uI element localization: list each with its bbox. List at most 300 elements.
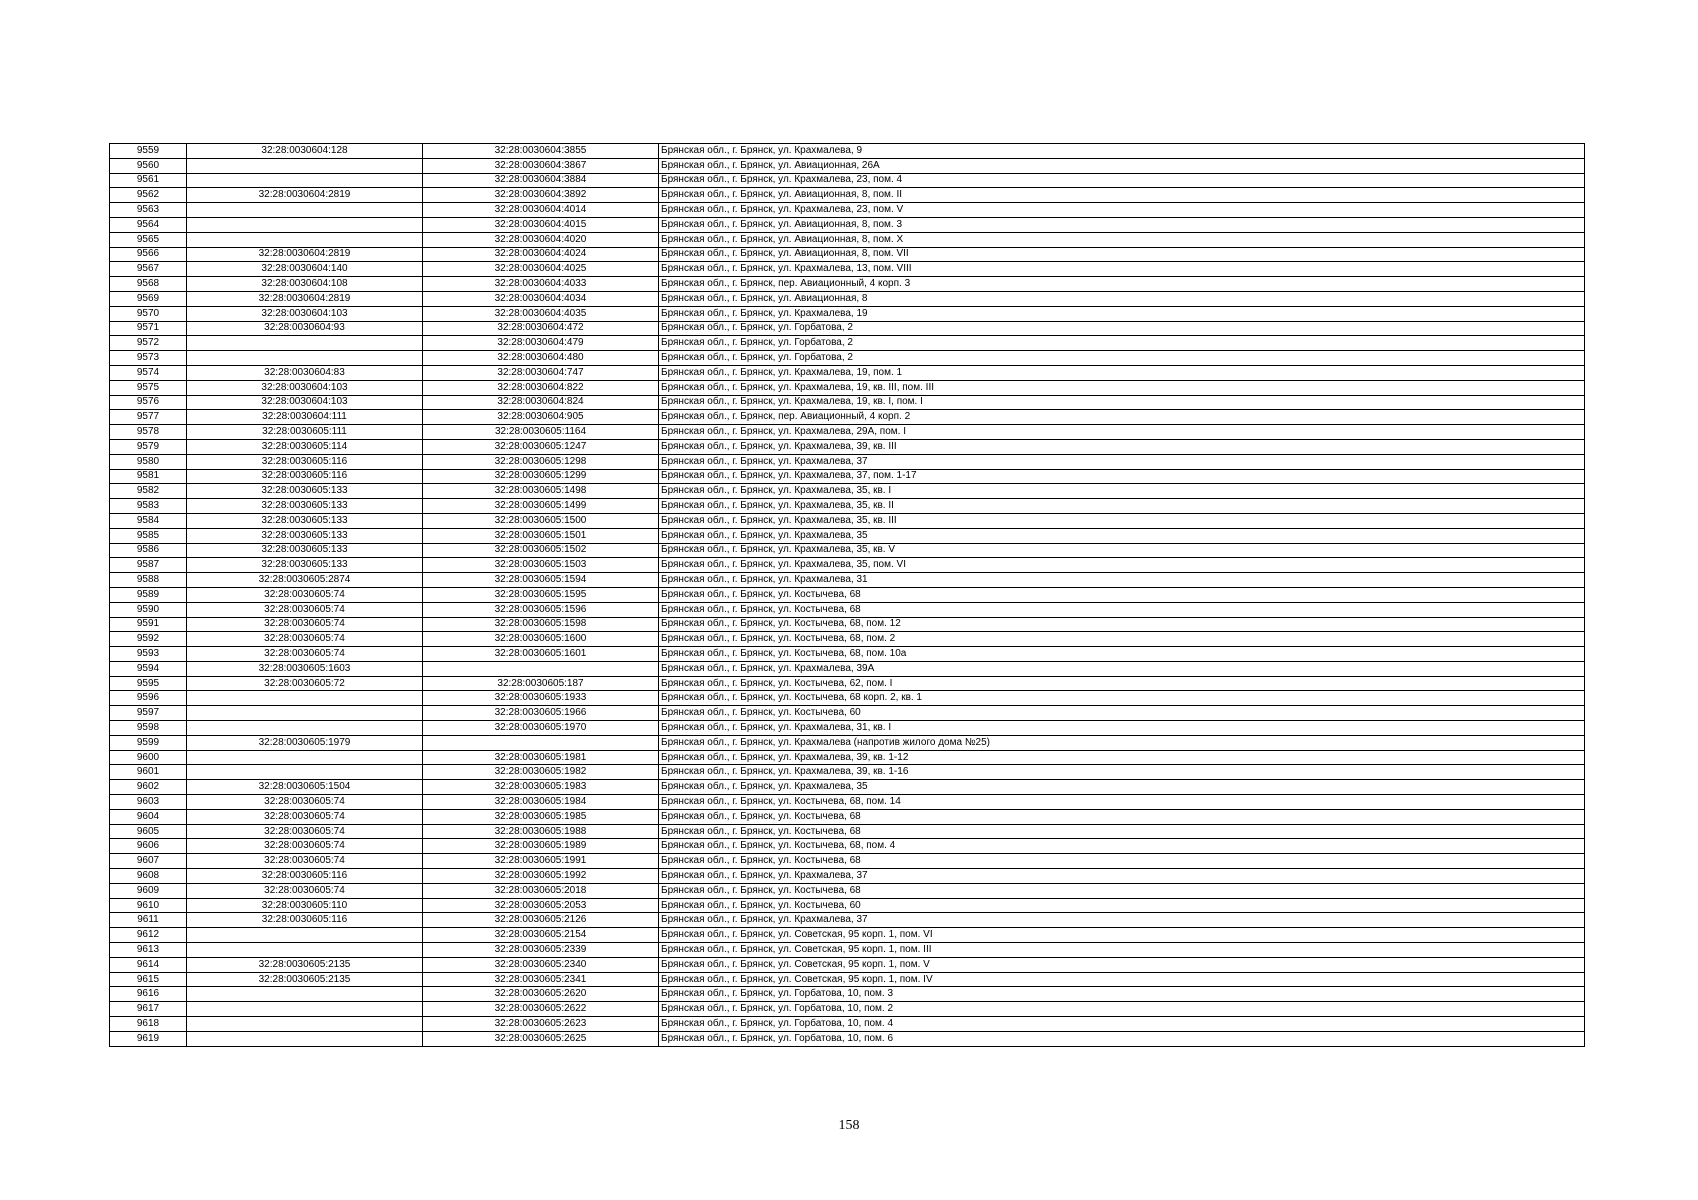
registry-table (109, 143, 1585, 1047)
table-row (110, 957, 1585, 972)
table-row (110, 824, 1585, 839)
cadastral-number-cell: 32:28:0030605:1600 (423, 632, 659, 647)
parent-cadastral-cell: 32:28:0030604:108 (187, 277, 423, 292)
table-row (110, 617, 1585, 632)
table-row (110, 217, 1585, 232)
cadastral-number-cell: 32:28:0030605:1500 (423, 513, 659, 528)
table-row (110, 632, 1585, 647)
address-cell: Брянская обл., г. Брянск, ул. Крахмалева, 9 (659, 144, 1585, 159)
table-row (110, 573, 1585, 588)
parent-cadastral-cell: 32:28:0030605:74 (187, 587, 423, 602)
cadastral-number-cell: 32:28:0030604:4034 (423, 291, 659, 306)
cadastral-number-cell: 32:28:0030605:1601 (423, 647, 659, 662)
cadastral-number-cell: 32:28:0030605:1501 (423, 528, 659, 543)
page-number: 158 (838, 1118, 860, 1133)
cadastral-number-cell: 32:28:0030605:1989 (423, 839, 659, 854)
cadastral-number-cell: 32:28:0030605:1983 (423, 780, 659, 795)
parent-cadastral-cell: 32:28:0030605:111 (187, 425, 423, 440)
address-cell: Брянская обл., г. Брянск, ул. Советская, 95 корп. 1, пом. V (659, 957, 1585, 972)
cadastral-number-cell: 32:28:0030604:4014 (423, 203, 659, 218)
parent-cadastral-cell (187, 232, 423, 247)
parent-cadastral-cell: 32:28:0030604:103 (187, 380, 423, 395)
cadastral-number-cell: 32:28:0030604:4033 (423, 277, 659, 292)
table-row (110, 395, 1585, 410)
cadastral-number-cell: 32:28:0030605:2620 (423, 987, 659, 1002)
cadastral-number-cell: 32:28:0030605:2018 (423, 883, 659, 898)
parent-cadastral-cell: 32:28:0030604:103 (187, 306, 423, 321)
address-cell: Брянская обл., г. Брянск, ул. Авиационная, 8, пом. 3 (659, 217, 1585, 232)
parent-cadastral-cell (187, 203, 423, 218)
parent-cadastral-cell: 32:28:0030604:2819 (187, 247, 423, 262)
cadastral-number-cell: 32:28:0030605:1992 (423, 869, 659, 884)
cadastral-number-cell: 32:28:0030604:3892 (423, 188, 659, 203)
table-row (110, 262, 1585, 277)
address-cell: Брянская обл., г. Брянск, ул. Горбатова, 10, пом. 4 (659, 1017, 1585, 1032)
table-row (110, 291, 1585, 306)
table-row (110, 913, 1585, 928)
table-row (110, 898, 1585, 913)
table-row (110, 943, 1585, 958)
parent-cadastral-cell (187, 351, 423, 366)
cadastral-number-cell: 32:28:0030605:2625 (423, 1031, 659, 1046)
table-row (110, 380, 1585, 395)
address-cell: Брянская обл., г. Брянск, пер. Авиационный, 4 корп. 3 (659, 277, 1585, 292)
parent-cadastral-cell: 32:28:0030605:1504 (187, 780, 423, 795)
cadastral-number-cell: 32:28:0030604:3884 (423, 173, 659, 188)
cadastral-number-cell: 32:28:0030605:2126 (423, 913, 659, 928)
parent-cadastral-cell (187, 158, 423, 173)
cadastral-number-cell: 32:28:0030605:2622 (423, 1002, 659, 1017)
parent-cadastral-cell: 32:28:0030604:2819 (187, 188, 423, 203)
address-cell: Брянская обл., г. Брянск, ул. Крахмалева, 39, кв. 1-12 (659, 750, 1585, 765)
address-cell: Брянская обл., г. Брянск, ул. Крахмалева, 35, кв. I (659, 484, 1585, 499)
address-cell: Брянская обл., г. Брянск, ул. Авиационная, 8, пом. X (659, 232, 1585, 247)
address-cell: Брянская обл., г. Брянск, ул. Костычева, 68 (659, 809, 1585, 824)
parent-cadastral-cell: 32:28:0030605:74 (187, 809, 423, 824)
table-row (110, 499, 1585, 514)
row-number-cell: 9565 (110, 232, 187, 247)
cadastral-number-cell: 32:28:0030604:3855 (423, 144, 659, 159)
row-number-cell: 9564 (110, 217, 187, 232)
parent-cadastral-cell: 32:28:0030605:74 (187, 602, 423, 617)
address-cell: Брянская обл., г. Брянск, ул. Крахмалева, 35, пом. VI (659, 558, 1585, 573)
cadastral-number-cell: 32:28:0030605:1594 (423, 573, 659, 588)
address-cell: Брянская обл., г. Брянск, ул. Авиационная, 8 (659, 291, 1585, 306)
cadastral-number-cell: 32:28:0030605:1595 (423, 587, 659, 602)
cadastral-number-cell: 32:28:0030604:905 (423, 410, 659, 425)
parent-cadastral-cell: 32:28:0030605:116 (187, 454, 423, 469)
row-number-cell: 9568 (110, 277, 187, 292)
cadastral-number-cell: 32:28:0030605:1970 (423, 721, 659, 736)
address-cell: Брянская обл., г. Брянск, ул. Горбатова, 2 (659, 336, 1585, 351)
cadastral-number-cell: 32:28:0030605:1982 (423, 765, 659, 780)
cadastral-number-cell: 32:28:0030605:2341 (423, 972, 659, 987)
parent-cadastral-cell (187, 765, 423, 780)
row-number-cell: 9592 (110, 632, 187, 647)
row-number-cell: 9606 (110, 839, 187, 854)
parent-cadastral-cell: 32:28:0030605:2135 (187, 972, 423, 987)
cadastral-number-cell: 32:28:0030604:472 (423, 321, 659, 336)
cadastral-number-cell: 32:28:0030604:822 (423, 380, 659, 395)
parent-cadastral-cell: 32:28:0030605:74 (187, 647, 423, 662)
row-number-cell: 9604 (110, 809, 187, 824)
parent-cadastral-cell: 32:28:0030605:110 (187, 898, 423, 913)
parent-cadastral-cell: 32:28:0030605:133 (187, 528, 423, 543)
cadastral-number-cell: 32:28:0030605:1985 (423, 809, 659, 824)
parent-cadastral-cell (187, 1017, 423, 1032)
address-cell: Брянская обл., г. Брянск, ул. Горбатова, 10, пом. 6 (659, 1031, 1585, 1046)
row-number-cell: 9611 (110, 913, 187, 928)
row-number-cell: 9608 (110, 869, 187, 884)
table-row (110, 543, 1585, 558)
parent-cadastral-cell: 32:28:0030605:74 (187, 795, 423, 810)
parent-cadastral-cell: 32:28:0030604:103 (187, 395, 423, 410)
row-number-cell: 9567 (110, 262, 187, 277)
cadastral-number-cell: 32:28:0030604:4035 (423, 306, 659, 321)
cadastral-number-cell: 32:28:0030604:3867 (423, 158, 659, 173)
table-row (110, 158, 1585, 173)
address-cell: Брянская обл., г. Брянск, ул. Крахмалева, 23, пом. V (659, 203, 1585, 218)
table-row (110, 854, 1585, 869)
table-row (110, 1017, 1585, 1032)
address-cell: Брянская обл., г. Брянск, ул. Костычева, 68 (659, 883, 1585, 898)
cadastral-number-cell: 32:28:0030604:747 (423, 365, 659, 380)
cadastral-number-cell: 32:28:0030605:1502 (423, 543, 659, 558)
row-number-cell: 9566 (110, 247, 187, 262)
parent-cadastral-cell (187, 987, 423, 1002)
row-number-cell: 9595 (110, 676, 187, 691)
address-cell: Брянская обл., г. Брянск, ул. Крахмалева, 35, кв. V (659, 543, 1585, 558)
address-cell: Брянская обл., г. Брянск, ул. Крахмалева, 19, кв. I, пом. I (659, 395, 1585, 410)
address-cell: Брянская обл., г. Брянск, ул. Костычева, 60 (659, 706, 1585, 721)
table-row (110, 203, 1585, 218)
address-cell: Брянская обл., г. Брянск, ул. Костычева, 68 (659, 602, 1585, 617)
row-number-cell: 9582 (110, 484, 187, 499)
row-number-cell: 9577 (110, 410, 187, 425)
cadastral-number-cell: 32:28:0030604:480 (423, 351, 659, 366)
address-cell: Брянская обл., г. Брянск, ул. Костычева, 68 (659, 824, 1585, 839)
cadastral-number-cell: 32:28:0030605:1247 (423, 439, 659, 454)
row-number-cell: 9581 (110, 469, 187, 484)
table-row (110, 721, 1585, 736)
cadastral-number-cell: 32:28:0030605:2053 (423, 898, 659, 913)
address-cell: Брянская обл., г. Брянск, ул. Костычева, 68, пом. 14 (659, 795, 1585, 810)
table-row (110, 336, 1585, 351)
table-row (110, 558, 1585, 573)
row-number-cell: 9587 (110, 558, 187, 573)
row-number-cell: 9598 (110, 721, 187, 736)
parent-cadastral-cell (187, 336, 423, 351)
parent-cadastral-cell: 32:28:0030605:74 (187, 883, 423, 898)
parent-cadastral-cell: 32:28:0030605:133 (187, 484, 423, 499)
table-row (110, 809, 1585, 824)
row-number-cell: 9615 (110, 972, 187, 987)
address-cell: Брянская обл., г. Брянск, ул. Горбатова, 2 (659, 351, 1585, 366)
row-number-cell: 9609 (110, 883, 187, 898)
parent-cadastral-cell: 32:28:0030605:116 (187, 913, 423, 928)
table-row (110, 439, 1585, 454)
address-cell: Брянская обл., г. Брянск, ул. Крахмалева, 31, кв. I (659, 721, 1585, 736)
parent-cadastral-cell: 32:28:0030605:133 (187, 543, 423, 558)
row-number-cell: 9561 (110, 173, 187, 188)
row-number-cell: 9570 (110, 306, 187, 321)
table-row (110, 232, 1585, 247)
parent-cadastral-cell: 32:28:0030605:1979 (187, 735, 423, 750)
cadastral-number-cell: 32:28:0030605:1966 (423, 706, 659, 721)
parent-cadastral-cell (187, 1002, 423, 1017)
row-number-cell: 9576 (110, 395, 187, 410)
table-row (110, 676, 1585, 691)
parent-cadastral-cell: 32:28:0030605:116 (187, 469, 423, 484)
address-cell: Брянская обл., г. Брянск, ул. Костычева, 68 (659, 854, 1585, 869)
cadastral-number-cell (423, 735, 659, 750)
address-cell: Брянская обл., г. Брянск, ул. Крахмалева, 35, кв. III (659, 513, 1585, 528)
address-cell: Брянская обл., г. Брянск, ул. Крахмалева (напротив жилого дома №25) (659, 735, 1585, 750)
address-cell: Брянская обл., г. Брянск, ул. Крахмалева, 37 (659, 869, 1585, 884)
cadastral-number-cell (423, 661, 659, 676)
row-number-cell: 9585 (110, 528, 187, 543)
cadastral-number-cell: 32:28:0030605:187 (423, 676, 659, 691)
address-cell: Брянская обл., г. Брянск, ул. Крахмалева, 23, пом. 4 (659, 173, 1585, 188)
row-number-cell: 9563 (110, 203, 187, 218)
parent-cadastral-cell: 32:28:0030604:2819 (187, 291, 423, 306)
parent-cadastral-cell: 32:28:0030605:133 (187, 499, 423, 514)
address-cell: Брянская обл., г. Брянск, ул. Костычева, 68, пом. 10а (659, 647, 1585, 662)
table-row (110, 883, 1585, 898)
parent-cadastral-cell: 32:28:0030605:1603 (187, 661, 423, 676)
table-row (110, 410, 1585, 425)
cadastral-number-cell: 32:28:0030605:2339 (423, 943, 659, 958)
table-row (110, 277, 1585, 292)
table-row (110, 321, 1585, 336)
parent-cadastral-cell: 32:28:0030605:74 (187, 839, 423, 854)
row-number-cell: 9571 (110, 321, 187, 336)
address-cell: Брянская обл., г. Брянск, ул. Авиационная, 8, пом. VII (659, 247, 1585, 262)
table-row (110, 661, 1585, 676)
row-number-cell: 9584 (110, 513, 187, 528)
parent-cadastral-cell: 32:28:0030605:116 (187, 869, 423, 884)
address-cell: Брянская обл., г. Брянск, пер. Авиационный, 4 корп. 2 (659, 410, 1585, 425)
parent-cadastral-cell: 32:28:0030604:128 (187, 144, 423, 159)
table-row (110, 351, 1585, 366)
table-row (110, 765, 1585, 780)
row-number-cell: 9574 (110, 365, 187, 380)
row-number-cell: 9559 (110, 144, 187, 159)
table-row (110, 972, 1585, 987)
cadastral-number-cell: 32:28:0030605:1988 (423, 824, 659, 839)
row-number-cell: 9594 (110, 661, 187, 676)
table-row (110, 513, 1585, 528)
cadastral-number-cell: 32:28:0030604:4015 (423, 217, 659, 232)
address-cell: Брянская обл., г. Брянск, ул. Крахмалева, 39, кв. III (659, 439, 1585, 454)
address-cell: Брянская обл., г. Брянск, ул. Крахмалева, 35, кв. II (659, 499, 1585, 514)
table-row (110, 188, 1585, 203)
table-row (110, 528, 1585, 543)
table-row (110, 1002, 1585, 1017)
table-row (110, 691, 1585, 706)
table-row (110, 144, 1585, 159)
row-number-cell: 9619 (110, 1031, 187, 1046)
row-number-cell: 9560 (110, 158, 187, 173)
row-number-cell: 9610 (110, 898, 187, 913)
cadastral-number-cell: 32:28:0030605:1298 (423, 454, 659, 469)
address-cell: Брянская обл., г. Брянск, ул. Советская, 95 корп. 1, пом. III (659, 943, 1585, 958)
row-number-cell: 9600 (110, 750, 187, 765)
row-number-cell: 9579 (110, 439, 187, 454)
address-cell: Брянская обл., г. Брянск, ул. Авиационная, 26А (659, 158, 1585, 173)
parent-cadastral-cell (187, 217, 423, 232)
table-row (110, 735, 1585, 750)
address-cell: Брянская обл., г. Брянск, ул. Советская, 95 корп. 1, пом. IV (659, 972, 1585, 987)
address-cell: Брянская обл., г. Брянск, ул. Авиационная, 8, пом. II (659, 188, 1585, 203)
address-cell: Брянская обл., г. Брянск, ул. Крахмалева, 31 (659, 573, 1585, 588)
table-row (110, 306, 1585, 321)
parent-cadastral-cell: 32:28:0030605:74 (187, 854, 423, 869)
row-number-cell: 9588 (110, 573, 187, 588)
row-number-cell: 9617 (110, 1002, 187, 1017)
parent-cadastral-cell: 32:28:0030605:74 (187, 824, 423, 839)
row-number-cell: 9607 (110, 854, 187, 869)
parent-cadastral-cell: 32:28:0030604:93 (187, 321, 423, 336)
table-row (110, 987, 1585, 1002)
address-cell: Брянская обл., г. Брянск, ул. Крахмалева, 35 (659, 780, 1585, 795)
row-number-cell: 9605 (110, 824, 187, 839)
cadastral-number-cell: 32:28:0030605:1164 (423, 425, 659, 440)
cadastral-number-cell: 32:28:0030605:1598 (423, 617, 659, 632)
address-cell: Брянская обл., г. Брянск, ул. Крахмалева, 35 (659, 528, 1585, 543)
address-cell: Брянская обл., г. Брянск, ул. Костычева, 68 (659, 587, 1585, 602)
table-row (110, 425, 1585, 440)
address-cell: Брянская обл., г. Брянск, ул. Костычева, 68 корп. 2, кв. 1 (659, 691, 1585, 706)
cadastral-number-cell: 32:28:0030604:4025 (423, 262, 659, 277)
row-number-cell: 9562 (110, 188, 187, 203)
cadastral-number-cell: 32:28:0030604:824 (423, 395, 659, 410)
row-number-cell: 9580 (110, 454, 187, 469)
cadastral-number-cell: 32:28:0030605:1991 (423, 854, 659, 869)
row-number-cell: 9593 (110, 647, 187, 662)
cadastral-number-cell: 32:28:0030605:1981 (423, 750, 659, 765)
parent-cadastral-cell: 32:28:0030604:140 (187, 262, 423, 277)
table-row (110, 247, 1585, 262)
parent-cadastral-cell (187, 706, 423, 721)
table-row (110, 647, 1585, 662)
address-cell: Брянская обл., г. Брянск, ул. Крахмалева, 39, кв. 1-16 (659, 765, 1585, 780)
parent-cadastral-cell (187, 1031, 423, 1046)
cadastral-number-cell: 32:28:0030605:1499 (423, 499, 659, 514)
address-cell: Брянская обл., г. Брянск, ул. Крахмалева, 19, кв. III, пом. III (659, 380, 1585, 395)
address-cell: Брянская обл., г. Брянск, ул. Крахмалева, 37 (659, 454, 1585, 469)
row-number-cell: 9603 (110, 795, 187, 810)
table-row (110, 750, 1585, 765)
parent-cadastral-cell (187, 691, 423, 706)
parent-cadastral-cell (187, 943, 423, 958)
row-number-cell: 9575 (110, 380, 187, 395)
cadastral-number-cell: 32:28:0030605:1299 (423, 469, 659, 484)
parent-cadastral-cell (187, 721, 423, 736)
table-row (110, 469, 1585, 484)
row-number-cell: 9573 (110, 351, 187, 366)
address-cell: Брянская обл., г. Брянск, ул. Костычева, 60 (659, 898, 1585, 913)
row-number-cell: 9586 (110, 543, 187, 558)
row-number-cell: 9602 (110, 780, 187, 795)
address-cell: Брянская обл., г. Брянск, ул. Крахмалева, 19, пом. 1 (659, 365, 1585, 380)
row-number-cell: 9616 (110, 987, 187, 1002)
address-cell: Брянская обл., г. Брянск, ул. Костычева, 68, пом. 12 (659, 617, 1585, 632)
table-row (110, 1031, 1585, 1046)
row-number-cell: 9613 (110, 943, 187, 958)
cadastral-number-cell: 32:28:0030605:1596 (423, 602, 659, 617)
table-row (110, 928, 1585, 943)
cadastral-number-cell: 32:28:0030605:1503 (423, 558, 659, 573)
row-number-cell: 9590 (110, 602, 187, 617)
table-row (110, 484, 1585, 499)
parent-cadastral-cell: 32:28:0030605:74 (187, 617, 423, 632)
cadastral-number-cell: 32:28:0030604:479 (423, 336, 659, 351)
row-number-cell: 9596 (110, 691, 187, 706)
address-cell: Брянская обл., г. Брянск, ул. Крахмалева, 19 (659, 306, 1585, 321)
parent-cadastral-cell (187, 928, 423, 943)
cadastral-number-cell: 32:28:0030605:1933 (423, 691, 659, 706)
address-cell: Брянская обл., г. Брянск, ул. Крахмалева, 13, пом. VIII (659, 262, 1585, 277)
address-cell: Брянская обл., г. Брянск, ул. Горбатова, 10, пом. 2 (659, 1002, 1585, 1017)
table-row (110, 602, 1585, 617)
cadastral-number-cell: 32:28:0030605:2623 (423, 1017, 659, 1032)
row-number-cell: 9589 (110, 587, 187, 602)
table-row (110, 173, 1585, 188)
table-row (110, 839, 1585, 854)
row-number-cell: 9591 (110, 617, 187, 632)
address-cell: Брянская обл., г. Брянск, ул. Крахмалева, 37 (659, 913, 1585, 928)
row-number-cell: 9597 (110, 706, 187, 721)
parent-cadastral-cell: 32:28:0030605:2874 (187, 573, 423, 588)
table-row (110, 780, 1585, 795)
address-cell: Брянская обл., г. Брянск, ул. Крахмалева, 37, пом. 1-17 (659, 469, 1585, 484)
cadastral-number-cell: 32:28:0030605:1498 (423, 484, 659, 499)
registry-table-body (110, 144, 1585, 1047)
row-number-cell: 9572 (110, 336, 187, 351)
parent-cadastral-cell: 32:28:0030604:83 (187, 365, 423, 380)
parent-cadastral-cell: 32:28:0030605:114 (187, 439, 423, 454)
row-number-cell: 9618 (110, 1017, 187, 1032)
cadastral-number-cell: 32:28:0030605:2154 (423, 928, 659, 943)
row-number-cell: 9578 (110, 425, 187, 440)
row-number-cell: 9599 (110, 735, 187, 750)
cadastral-number-cell: 32:28:0030605:2340 (423, 957, 659, 972)
table-row (110, 454, 1585, 469)
parent-cadastral-cell: 32:28:0030605:2135 (187, 957, 423, 972)
row-number-cell: 9601 (110, 765, 187, 780)
parent-cadastral-cell (187, 173, 423, 188)
table-row (110, 706, 1585, 721)
cadastral-number-cell: 32:28:0030604:4020 (423, 232, 659, 247)
cadastral-number-cell: 32:28:0030604:4024 (423, 247, 659, 262)
row-number-cell: 9569 (110, 291, 187, 306)
table-row (110, 795, 1585, 810)
address-cell: Брянская обл., г. Брянск, ул. Советская, 95 корп. 1, пом. VI (659, 928, 1585, 943)
address-cell: Брянская обл., г. Брянск, ул. Костычева, 68, пом. 2 (659, 632, 1585, 647)
cadastral-number-cell: 32:28:0030605:1984 (423, 795, 659, 810)
parent-cadastral-cell (187, 750, 423, 765)
address-cell: Брянская обл., г. Брянск, ул. Крахмалева, 29А, пом. I (659, 425, 1585, 440)
table-row (110, 869, 1585, 884)
address-cell: Брянская обл., г. Брянск, ул. Костычева, 68, пом. 4 (659, 839, 1585, 854)
address-cell: Брянская обл., г. Брянск, ул. Горбатова, 2 (659, 321, 1585, 336)
parent-cadastral-cell: 32:28:0030605:133 (187, 513, 423, 528)
row-number-cell: 9583 (110, 499, 187, 514)
row-number-cell: 9614 (110, 957, 187, 972)
table-row (110, 587, 1585, 602)
address-cell: Брянская обл., г. Брянск, ул. Крахмалева, 39А (659, 661, 1585, 676)
